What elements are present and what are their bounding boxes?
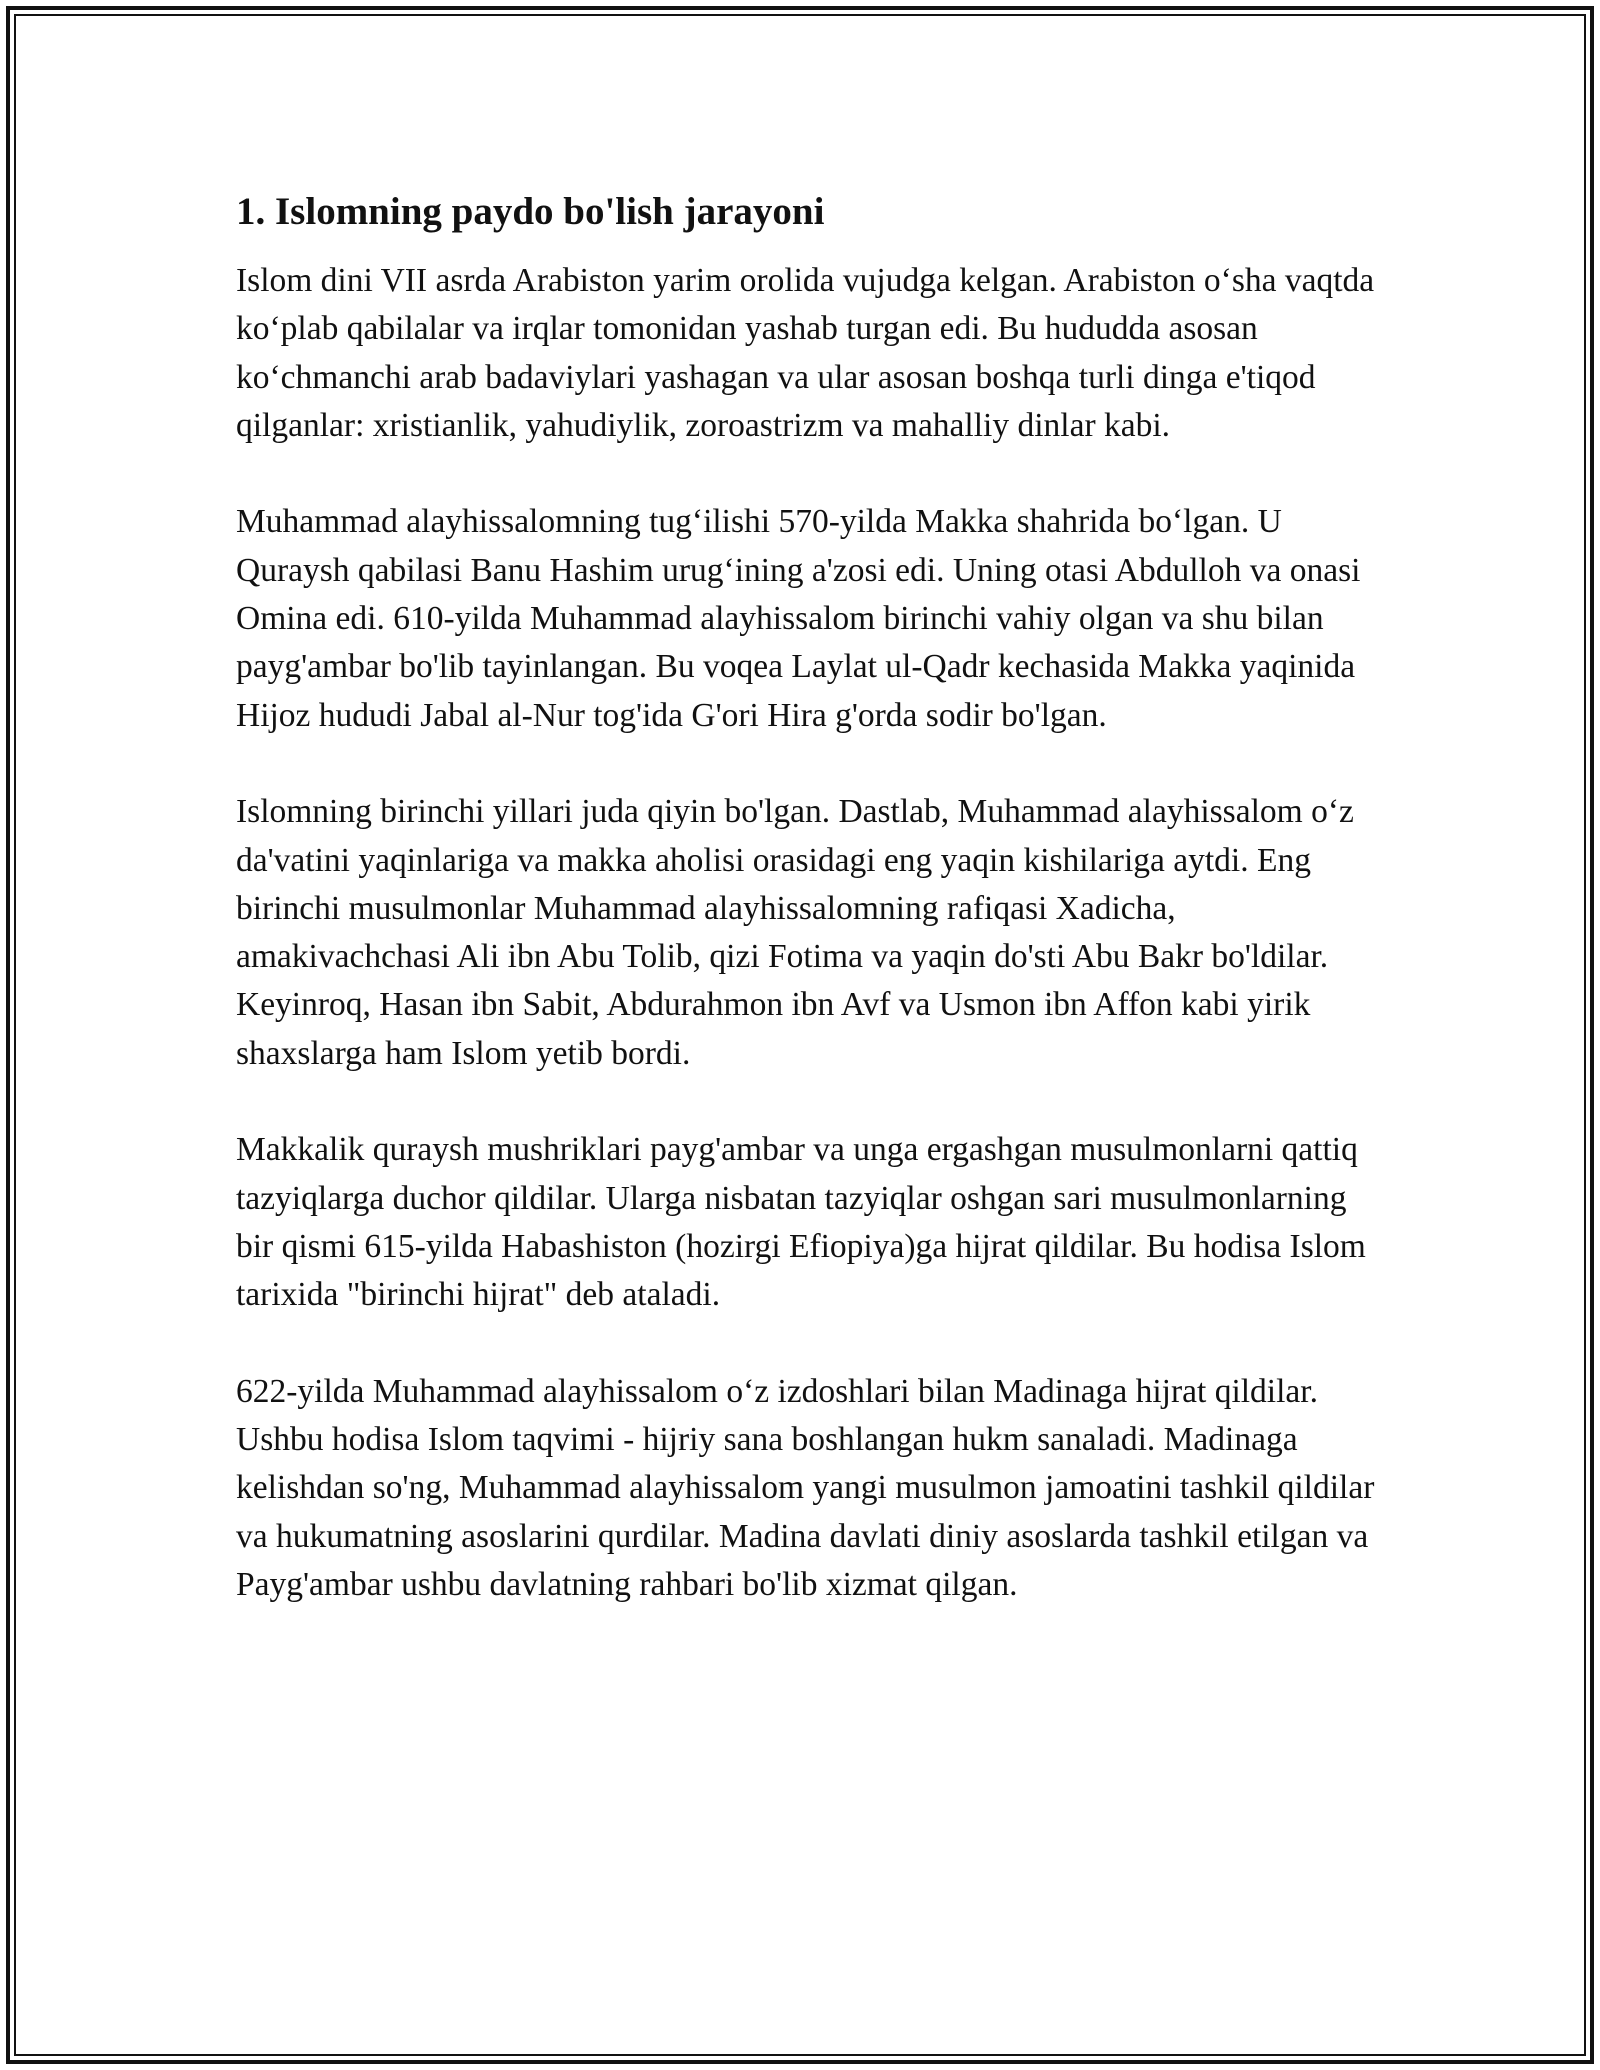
document-body (236, 182, 1376, 1658)
paragraph-4: Makkalik quraysh mushriklari payg'ambar va unga ergashgan musulmonlarni qattiq tazyiqlarga duchor qildilar. Ularga nisbatan tazyiqlar oshgan sari musulmonlarning bir qismi 615-yilda Habashiston (hozirgi Efiopiya)ga hijrat qildilar. Bu hodisa Islom tarixida "birinchi hijrat" deb ataladi. (236, 1131, 1366, 1314)
paragraph-2: Muhammad alayhissalomning tug‘ilishi 570-yilda Makka shahrida bo‘lgan. U Quraysh qabilasi Banu Hashim urug‘ining a'zosi edi. Uning otasi Abdulloh va onasi Omina edi. 610-yilda Muhammad alayhissalom birinchi vahiy olgan va shu bilan payg'ambar bo'lib tayinlangan. Bu voqea Laylat ul-Qadr kechasida Makka yaqinida Hijoz hududi Jabal al-Nur tog'ida G'ori Hira g'orda sodir bo'lgan. (236, 503, 1361, 734)
section-title: 1. Islomning paydo bo'lish jarayoni (236, 190, 825, 233)
paragraph-5: 622-yilda Muhammad alayhissalom o‘z izdoshlari bilan Madinaga hijrat qildilar. Ushbu hodisa Islom taqvimi - hijriy sana boshlangan hukm sanaladi. Madinaga kelishdan so'ng, Muhammad alayhissalom yangi musulmon jamoatini tashkil qildilar va hukumatning asoslarini qurdilar. Madina davlati diniy asoslarda tashkil etilgan va Payg'ambar ushbu davlatning rahbari bo'lib xizmat qilgan. (236, 1372, 1375, 1604)
paragraph-3: Islomning birinchi yillari juda qiyin bo'lgan. Dastlab, Muhammad alayhissalom o‘z da'vatini yaqinlariga va makka aholisi orasidagi eng yaqin kishilariga aytdi. Eng birinchi musulmonlar Muhammad alayhissalomning rafiqasi Xadicha, amakivachchasi Ali ibn Abu Tolib, qizi Fotima va yaqin do'sti Abu Bakr bo'ldilar. Keyinroq, Hasan ibn Sabit, Abdurahmon ibn Avf va Usmon ibn Affon kabi yirik shaxslarga ham Islom yetib bordi. (236, 793, 1354, 1072)
paragraph-1: Islom dini VII asrda Arabiston yarim orolida vujudga kelgan. Arabiston o‘sha vaqtda ko‘plab qabilalar va irqlar tomonidan yashab turgan edi. Bu hududda asosan ko‘chmanchi arab badaviylari yashagan va ular asosan boshqa turli dinga e'tiqod qilganlar: xristianlik, yahudiylik, zoroastrizm va mahalliy dinlar kabi. (236, 262, 1375, 444)
